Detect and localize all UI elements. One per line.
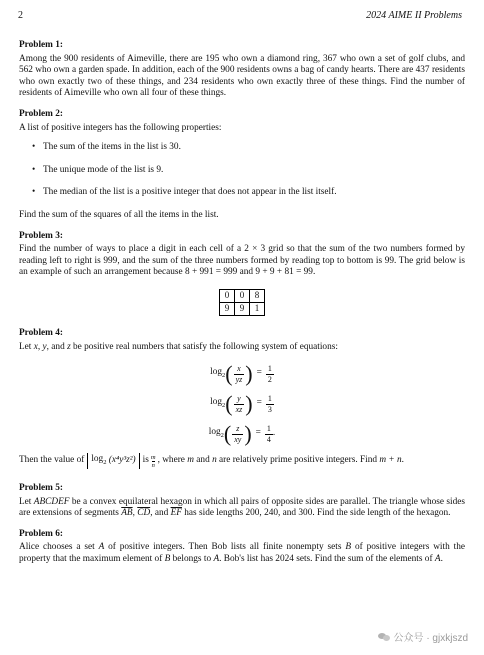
table-row xyxy=(220,289,265,302)
equation: $\log_2$ ( $\frac{y}{xz}$ ) = $\frac{1}{3}$ xyxy=(210,391,272,417)
problem-intro: A list of positive integers has the following properties: xyxy=(19,122,222,133)
equation-system xyxy=(19,359,465,449)
problem-title: Problem 1: xyxy=(19,40,63,50)
problem-text: Alice chooses a set A of positive integers. Then Bob lists all finite nonempty sets B of positive integers with the property that the maximum element of B belongs to A. Bob's list has 2024 sets. Find the sum of the elements of A. xyxy=(19,542,465,565)
list-item: • The unique mode of the list is 9. xyxy=(43,165,465,177)
property-list xyxy=(19,142,465,199)
running-title: 2024 AIME II Problems xyxy=(366,10,462,21)
problem-text: Among the 900 residents of Aimeville, there are 195 who own a diamond ring, 367 who own a set of golf clubs, and 562 who own a garden spade. In addition, each of the 900 residents owns a bag of candy hearts. There are 437 residents who own exactly two of these things, and 234 residents who own exactly three of these things. Find the number of residents of Aimeville who own all four of these things. xyxy=(19,53,465,99)
problem-question: Find the sum of the squares of all the items in the list. xyxy=(19,209,219,220)
problem-title: Problem 6: xyxy=(19,528,63,539)
problems-content xyxy=(19,40,465,575)
watermark xyxy=(378,629,468,644)
hexagon-label: ABCDEF xyxy=(33,496,70,507)
grid-cell: 9 xyxy=(220,302,235,315)
grid-cell: 0 xyxy=(235,289,250,302)
page-number: 2 xyxy=(18,10,23,21)
problem-title: Problem 3: xyxy=(19,230,63,241)
equation: 9 + 9 + 81 = 99 xyxy=(255,267,313,278)
grid-cell: 9 xyxy=(235,302,250,315)
grid-cell: 8 xyxy=(250,289,265,302)
segment: $\overline{CD}$ xyxy=(137,508,151,519)
problem-intro: Let x, y, and z be positive real numbers that satisfy the following system of equations: xyxy=(19,341,338,352)
problem-title: Problem 5: xyxy=(19,483,63,494)
segment: $\overline{EF}$ xyxy=(170,508,182,519)
list-item: • The median of the list is a positive integer that does not appear in the list itself. xyxy=(43,187,465,199)
example-grid xyxy=(219,289,265,316)
problem-title: Problem 2: xyxy=(19,108,63,119)
table-row xyxy=(220,302,265,315)
list-item: • The sum of the items in the list is 30. xyxy=(43,142,465,154)
example-grid-wrapper xyxy=(19,289,465,316)
grid-cell: 0 xyxy=(220,289,235,302)
problem-2 xyxy=(19,109,465,222)
equation: $\log_2$ ( $\frac{x}{yz}$ ) = $\frac{1}{2}$ xyxy=(210,361,272,387)
problem-title: Problem 4: xyxy=(19,327,63,338)
fraction-m-over-n: m n xyxy=(150,453,156,469)
wechat-icon xyxy=(378,632,390,642)
problem-1 xyxy=(19,40,465,100)
watermark-text: 公众号 · gjxkjszd xyxy=(393,633,468,644)
problem-text: Find the number of ways to place a digit in each cell of a 2 × 3 grid so that the sum of the two numbers formed by reading left to right is 999, and the sum of the three numbers formed by reading top to bottom is 99. The grid below is an example of such an arrangement because 8 + 991 = 999 and 9 + 9 + 81 = 99. xyxy=(19,244,465,278)
problem-3 xyxy=(19,231,465,316)
problem-4 xyxy=(19,328,465,469)
problem-question: Then the value of $\log_2$ (x⁴y³z²) is m n , where m and n are relatively prime positive integers. Find m + n . xyxy=(19,453,404,469)
grid-cell: 1 xyxy=(250,302,265,315)
equation: $\log_2$ ( $\frac{z}{xy}$ ) = $\frac{1}{4}$ . xyxy=(208,421,276,447)
segment: $\overline{AB}$ xyxy=(121,508,133,519)
equation: 8 + 991 = 999 xyxy=(184,267,238,278)
problem-text: Let ABCDEF be a convex equilateral hexagon in which all pairs of opposite sides are parallel. The triangle whose sides are extensions of segments $\overline{AB}$, $\overline{CD}$, and $\overline{EF}$ has side lengths 200, 240, and 300. Find the side length of the hexagon. xyxy=(19,496,465,519)
problem-5 xyxy=(19,483,465,520)
grid-dimensions: 2 × 3 xyxy=(244,244,266,255)
problem-6 xyxy=(19,529,465,566)
absolute-value: $\log_2$ (x⁴y³z²) xyxy=(87,453,139,469)
